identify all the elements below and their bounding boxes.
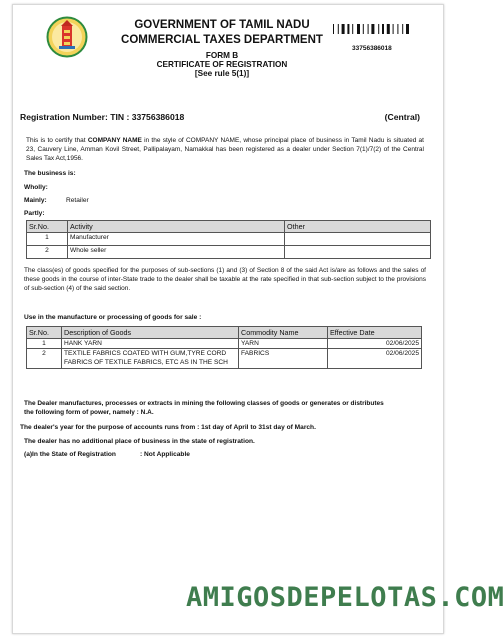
- mainly-label: Mainly:: [24, 197, 47, 204]
- header-government: GOVERNMENT OF TAMIL NADU: [134, 19, 310, 31]
- business-title: The business is:: [24, 170, 76, 177]
- classes-paragraph: The class(es) of goods specified for the purposes of sub-sections (1) and (3) of Section 8 of the said Act is/are as follows and the sales of these goods in the course of inter-State trade to the dealer shall be taxable at the rate specified in that sub-section subject to the provisions of sub-section (4) of the said section.: [24, 267, 426, 293]
- column-header: Effective Date: [328, 327, 422, 339]
- header-certificate: CERTIFICATE OF REGISTRATION: [156, 60, 288, 69]
- goods-title: Use in the manufacture or processing of goods for sale :: [24, 314, 202, 321]
- barcode-number: 33756386018: [352, 45, 392, 52]
- column-header: Other: [285, 221, 431, 233]
- header-department: COMMERCIAL TAXES DEPARTMENT: [121, 34, 323, 46]
- header-rule: [See rule 5(1)]: [194, 69, 250, 78]
- mainly-value: Retailer: [66, 197, 89, 204]
- certify-paragraph: This is to certify that COMPANY NAME in the style of COMPANY NAME, whose principal place of business in Tamil Nadu is situated at 23, Cauvery Line, Amman Kovil Street, Pallipalayam, Namakkal has been registered as a dealer under Section 7(1)/7(2) of the Central Sales Tax Act,1956.: [26, 137, 424, 163]
- partly-label: Partly:: [24, 210, 45, 217]
- table-row: 1 Manufacturer: [27, 233, 431, 246]
- table-row: 2 Whole seller: [27, 246, 431, 259]
- dealer-manufactures: The Dealer manufactures, processes or extracts in mining the following classes of goods or generates or distributes the following form of power, namely : N.A.: [24, 400, 384, 417]
- barcode-icon: [333, 24, 421, 34]
- registration-type: (Central): [384, 112, 420, 122]
- watermark-logo: AMIGOSDEPELOTAS.COM: [186, 582, 504, 613]
- tamil-nadu-emblem-icon: [44, 16, 90, 58]
- dealer-year: The dealer's year for the purpose of accounts runs from : 1st day of April to 31st day of March.: [20, 424, 316, 431]
- table-header-row: [27, 327, 422, 339]
- column-header: Activity: [68, 221, 285, 233]
- company-name: COMPANY NAME: [87, 137, 142, 144]
- registration-number: Registration Number: TIN : 33756386018: [20, 112, 185, 122]
- column-header: Sr.No.: [27, 221, 68, 233]
- no-additional-place: The dealer has no additional place of business in the state of registration.: [24, 438, 255, 445]
- registration-line: [20, 112, 430, 122]
- table-row: 2 TEXTILE FABRICS COATED WITH GUM,TYRE CORD FABRICS OF TEXTILE FABRICS, ETC AS IN THE SCH FABRICS 02/06/2025: [27, 349, 422, 369]
- header-form: FORM B: [205, 51, 239, 60]
- state-registration-value: : Not Applicable: [140, 451, 190, 458]
- column-header: Sr.No.: [27, 327, 62, 339]
- wholly-label: Wholly:: [24, 184, 48, 191]
- table-header-row: [27, 221, 431, 233]
- activity-table: [26, 220, 431, 259]
- column-header: Commodity Name: [239, 327, 328, 339]
- table-row: 1 HANK YARN YARN 02/06/2025: [27, 339, 422, 349]
- state-registration-label: (a)In the State of Registration: [24, 451, 116, 458]
- goods-table: [26, 326, 422, 369]
- column-header: Description of Goods: [62, 327, 239, 339]
